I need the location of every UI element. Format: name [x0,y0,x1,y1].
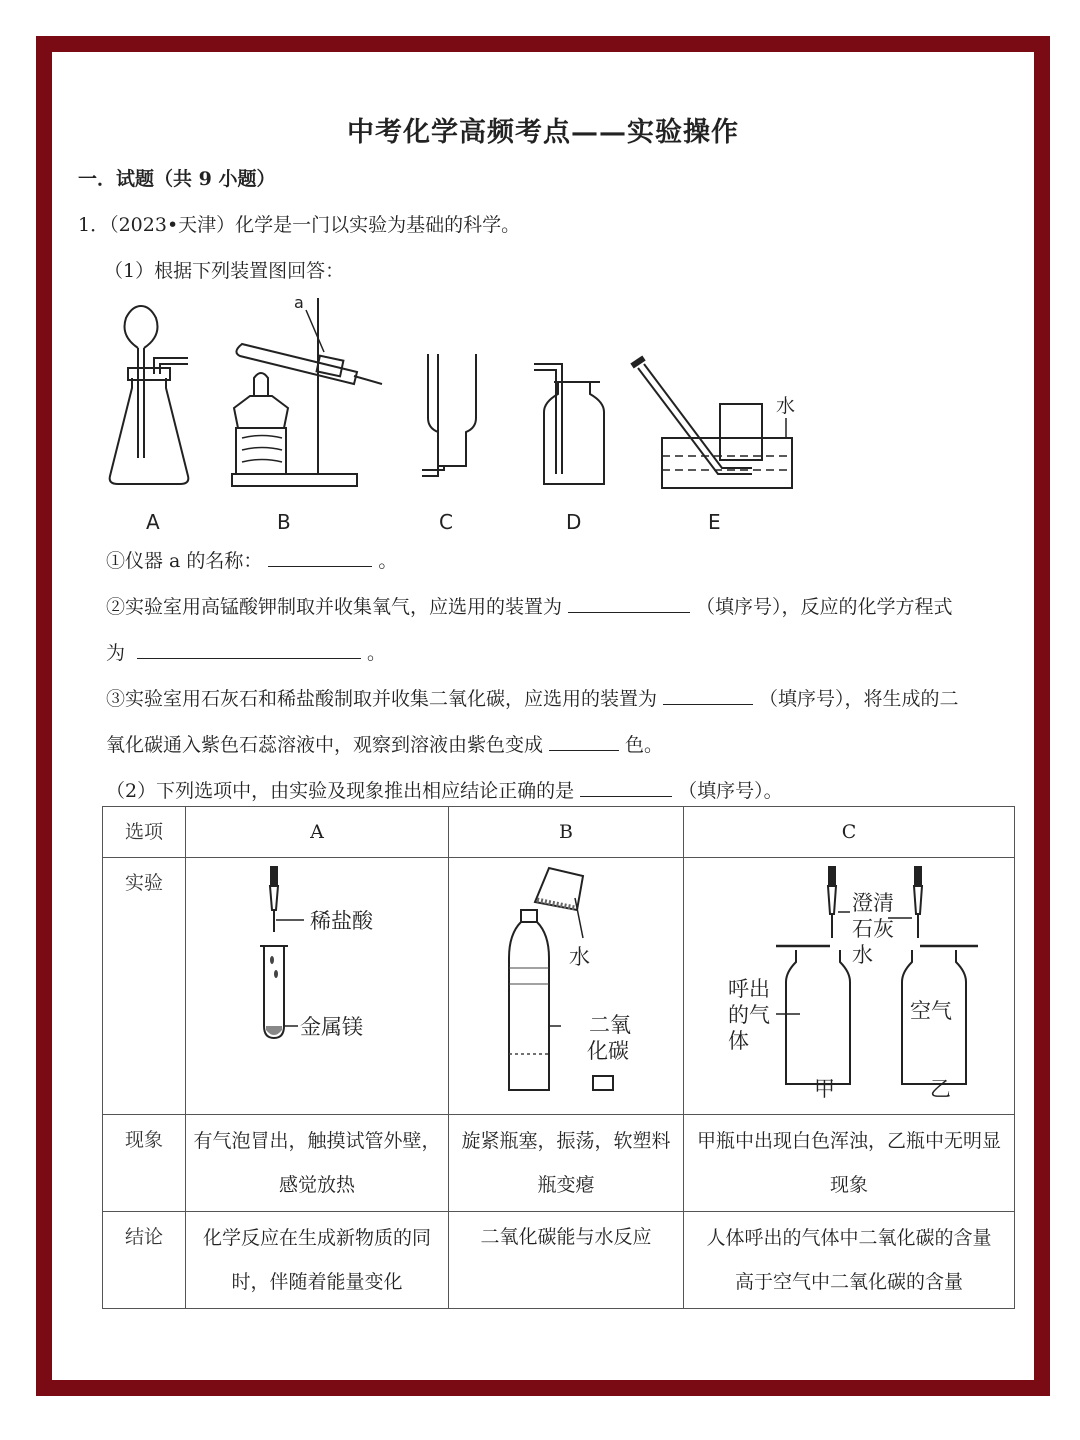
apparatus-figure [92,288,796,538]
answer-blank-4[interactable] [663,686,753,705]
part1-prompt: （1）根据下列装置图回答： [104,260,345,282]
table-row-phenomenon [103,1115,1015,1212]
label-exhaled-2: 的气 [728,1003,770,1027]
experiment-c [684,858,1015,1115]
page-title: 中考化学高频考点——实验操作 [347,117,739,148]
sub-question-2-line2: 为 。 [106,642,387,664]
answer-blank-1[interactable] [268,548,372,567]
table-row-experiment [103,858,1015,1115]
label-jar-jia: 甲 [814,1077,835,1101]
phenomenon-b: 旋紧瓶塞，振荡，软塑料 瓶变瘪 [449,1115,684,1212]
label-limewater-2: 石灰 [852,917,894,941]
label-magnesium: 金属镁 [300,1015,363,1039]
row-label-conclusion: 结论 [103,1212,186,1309]
experiment-b [449,858,684,1115]
sub-question-1: ①仪器 a 的名称： 。 [106,550,398,572]
conclusion-c: 人体呼出的气体中二氧化碳的含量 高于空气中二氧化碳的含量 [684,1212,1015,1309]
sub-question-2: ②实验室用高锰酸钾制取并收集氧气，应选用的装置为 （填序号），反应的化学方程式 [106,596,953,618]
header-c: C [684,807,1015,858]
figure-label-c: C [439,510,453,534]
experiment-a [186,858,449,1115]
answer-blank-5[interactable] [549,732,619,751]
figure-label-e: E [708,510,721,534]
header-a: A [186,807,449,858]
conclusion-b: 二氧化碳能与水反应 [449,1212,684,1309]
label-exhaled-1: 呼出 [728,977,770,1001]
apparatus-c [422,354,476,476]
label-exhaled-3: 体 [728,1029,749,1053]
label-co2-2: 化碳 [587,1039,629,1063]
apparatus-b [232,293,382,486]
figure-label-b: B [277,510,291,534]
answer-blank-3[interactable] [137,640,361,659]
label-limewater-1: 澄清 [852,891,894,915]
header-option: 选项 [103,807,186,858]
answer-blank-2[interactable] [568,594,690,613]
label-limewater-3: 水 [852,943,873,967]
label-dilute-hcl: 稀盐酸 [310,909,373,933]
question-stem: 1．（2023•天津）化学是一门以实验为基础的科学。 [78,214,521,236]
label-jar-yi: 乙 [930,1077,951,1101]
table-row-conclusion [103,1212,1015,1309]
apparatus-a [110,306,189,484]
clamp-label-a: a [294,293,304,312]
figure-label-d: D [566,510,582,534]
apparatus-e [632,358,795,488]
water-label: 水 [776,395,796,417]
part2-prompt: （2）下列选项中，由实验及现象推出相应结论正确的是 （填序号）。 [106,780,783,802]
sub-question-3-line2: 氧化碳通入紫色石蕊溶液中，观察到溶液由紫色变成 色。 [106,734,664,756]
phenomenon-a: 有气泡冒出，触摸试管外壁， 感觉放热 [186,1115,449,1212]
experiment-b-figure [449,858,683,1098]
table-header-row [103,807,1015,858]
experiment-a-figure [186,858,448,1098]
sub-question-3: ③实验室用石灰石和稀盐酸制取并收集二氧化碳，应选用的装置为 （填序号），将生成的二 [106,688,959,710]
conclusion-a: 化学反应在生成新物质的同 时，伴随着能量变化 [186,1212,449,1309]
header-b: B [449,807,684,858]
label-b-water: 水 [569,945,590,969]
label-air: 空气 [910,999,952,1023]
apparatus-d [534,364,604,484]
row-label-experiment: 实验 [103,858,186,1115]
paper [52,52,1034,1380]
experiment-table [102,806,1015,1309]
experiment-c-figure [684,858,1014,1101]
section-heading: 一．试题（共 9 小题） [78,168,276,190]
phenomenon-c: 甲瓶中出现白色浑浊，乙瓶中无明显 现象 [684,1115,1015,1212]
label-co2-1: 二氧 [589,1013,631,1037]
row-label-phenomenon: 现象 [103,1115,186,1212]
answer-blank-6[interactable] [580,778,672,797]
figure-label-a: A [146,510,160,534]
